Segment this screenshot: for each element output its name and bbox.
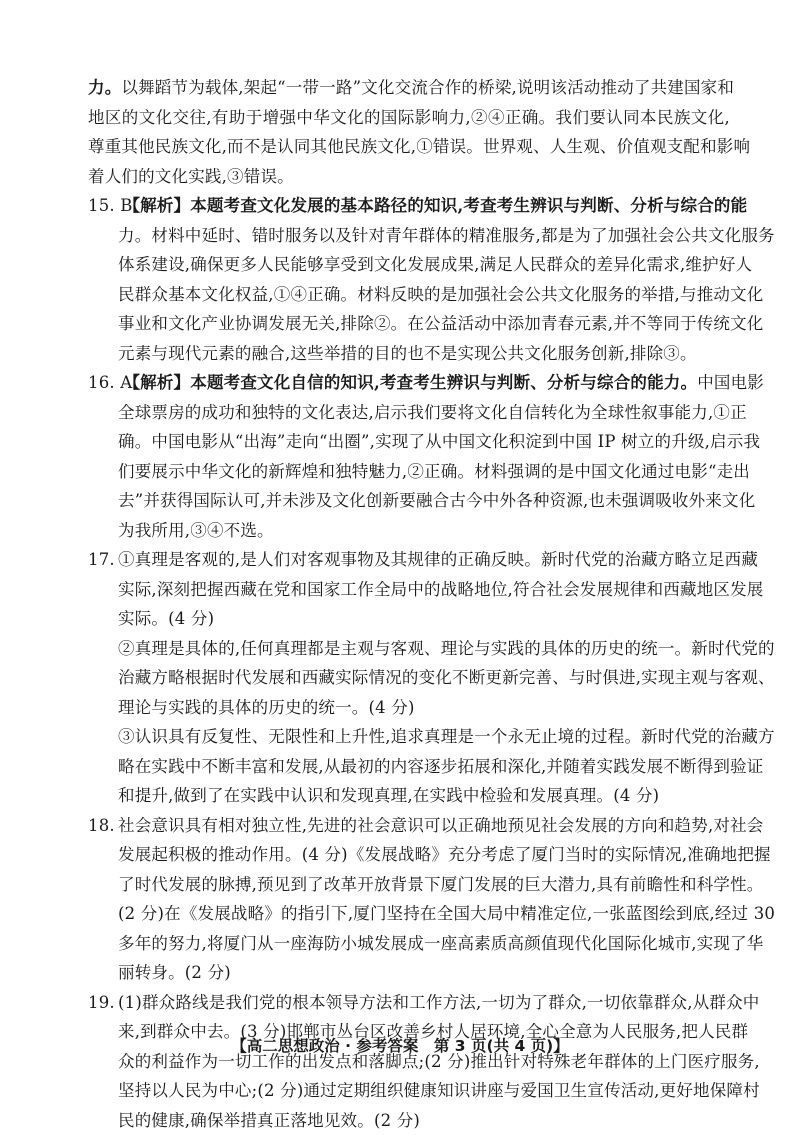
text-line: 17. ①真理是客观的,是人们对客观事物及其规律的正确反映。新时代党的治藏方略立足西藏 <box>118 545 730 575</box>
question-number: 19. <box>88 988 118 1018</box>
question-number: 17. <box>88 545 118 575</box>
text-line: 理论与实践的具体的历史的统一。(4 分) <box>118 693 730 723</box>
text-line: 全球票房的成功和独特的文化表达,启示我们要将文化自信转化为全球性叙事能力,①正 <box>118 398 730 428</box>
text-line: 实际,深刻把握西藏在党和国家工作全局中的战略地位,符合社会发展规律和西藏地区发展 <box>118 575 730 605</box>
answer-19 <box>88 988 730 1135</box>
text-line: 丽转身。(2 分) <box>118 958 730 988</box>
text-line: 事业和文化产业协调发展无关,排除②。在公益活动中添加青春元素,并不等同于传统文化 <box>118 309 730 339</box>
answer-18 <box>88 811 730 988</box>
answer-17 <box>88 545 730 811</box>
question-number: 15. B <box>88 191 118 221</box>
text-line: 去”并获得国际认可,并未涉及文化创新要融合古今中外各种资源,也未强调吸收外来文化 <box>118 486 730 516</box>
text-line: 元素与现代元素的融合,这些举措的目的也不是实现公共文化服务创新,排除③。 <box>118 339 730 369</box>
text-line: 多年的努力,将厦门从一座海防小城发展成一座高素质高颜值现代化国际化城市,实现了华 <box>118 929 730 959</box>
continuation-paragraph <box>88 73 730 191</box>
text-line: (2 分)在《发展战略》的指引下,厦门坚持在全国大局中精准定位,一张蓝图绘到底,经过 30 <box>118 899 730 929</box>
text-line: 坚持以人民为中心;(2 分)通过定期组织健康知识讲座与爱国卫生宣传活动,更好地保障村 <box>118 1076 730 1106</box>
text-line: 着人们的文化实践,③错误。 <box>88 162 730 192</box>
question-number: 18. <box>88 811 118 841</box>
text-line: 为我所用,③④不选。 <box>118 516 730 546</box>
text-line: 19. (1)群众路线是我们党的根本领导方法和工作方法,一切为了群众,一切依靠群众,从群众中 <box>118 988 730 1018</box>
text-line: 和提升,做到了在实践中认识和发现真理,在实践中检验和发展真理。(4 分) <box>118 781 730 811</box>
text-line: 实际。(4 分) <box>118 604 730 634</box>
text-line: 15. B 【解析】本题考查文化发展的基本路径的知识,考查考生辨识与判断、分析与综合的能 <box>118 191 730 221</box>
text-line: ③认识具有反复性、无限性和上升性,追求真理是一个永无止境的过程。新时代党的治藏方 <box>118 722 730 752</box>
page-footer: 【高二思想政治 · 参考答案 第 3 页(共 4 页)】 <box>0 1034 800 1056</box>
answer-15 <box>88 191 730 368</box>
text-line: 16. A 【解析】本题考查文化自信的知识,考查考生辨识与判断、分析与综合的能力。中国电影 <box>118 368 730 398</box>
text-line: 们要展示中华文化的新辉煌和独特魅力,②正确。材料强调的是中国文化通过电影“走出 <box>118 457 730 487</box>
text-line: 确。中国电影从“出海”走向“出圈”,实现了从中国文化积淀到中国 IP 树立的升级,启示我 <box>118 427 730 457</box>
answer-16 <box>88 368 730 545</box>
text-line: 18. 社会意识具有相对独立性,先进的社会意识可以正确地预见社会发展的方向和趋势,对社会 <box>118 811 730 841</box>
text-line: 治藏方略根据时代发展和西藏实际情况的变化不断更新完善、与时俱进,实现主观与客观、 <box>118 663 730 693</box>
text-line: 了时代发展的脉搏,预见到了改革开放背景下厦门发展的巨大潜力,具有前瞻性和科学性。 <box>118 870 730 900</box>
text-line: 发展起积极的推动作用。(4 分)《发展战略》充分考虑了厦门当时的实际情况,准确地把握 <box>118 840 730 870</box>
text-line: ②真理是具体的,任何真理都是主观与客观、理论与实践的具体的历史的统一。新时代党的 <box>118 634 730 664</box>
text-line: 民的健康,确保举措真正落地见效。(2 分) <box>118 1106 730 1135</box>
text-line: 力。材料中延时、错时服务以及针对青年群体的精准服务,都是为了加强社会公共文化服务 <box>118 221 730 251</box>
text-line: 地区的文化交往,有助于增强中华文化的国际影响力,②④正确。我们要认同本民族文化, <box>88 103 730 133</box>
text-line: 来,到群众中去。(3 分)邯郸市丛台区改善乡村人居环境,全心全意为人民服务,把人民群 <box>118 1017 730 1047</box>
text-line: 略在实践中不断丰富和发展,从最初的内容逐步拓展和深化,并随着实践发展不断得到验证 <box>118 752 730 782</box>
text-line: 民群众基本文化权益,①④正确。材料反映的是加强社会公共文化服务的举措,与推动文化 <box>118 280 730 310</box>
text-line: 尊重其他民族文化,而不是认同其他民族文化,①错误。世界观、人生观、价值观支配和影响 <box>88 132 730 162</box>
text-line: 众的利益作为一切工作的出发点和落脚点;(2 分)推出针对特殊老年群体的上门医疗服务, <box>118 1047 730 1077</box>
text-line: 体系建设,确保更多人民能够享受到文化发展成果,满足人民群众的差异化需求,维护好人 <box>118 250 730 280</box>
question-number: 16. A <box>88 368 118 398</box>
text-line: 力。以舞蹈节为载体,架起“一带一路”文化交流合作的桥梁,说明该活动推动了共建国家和 <box>88 73 730 103</box>
